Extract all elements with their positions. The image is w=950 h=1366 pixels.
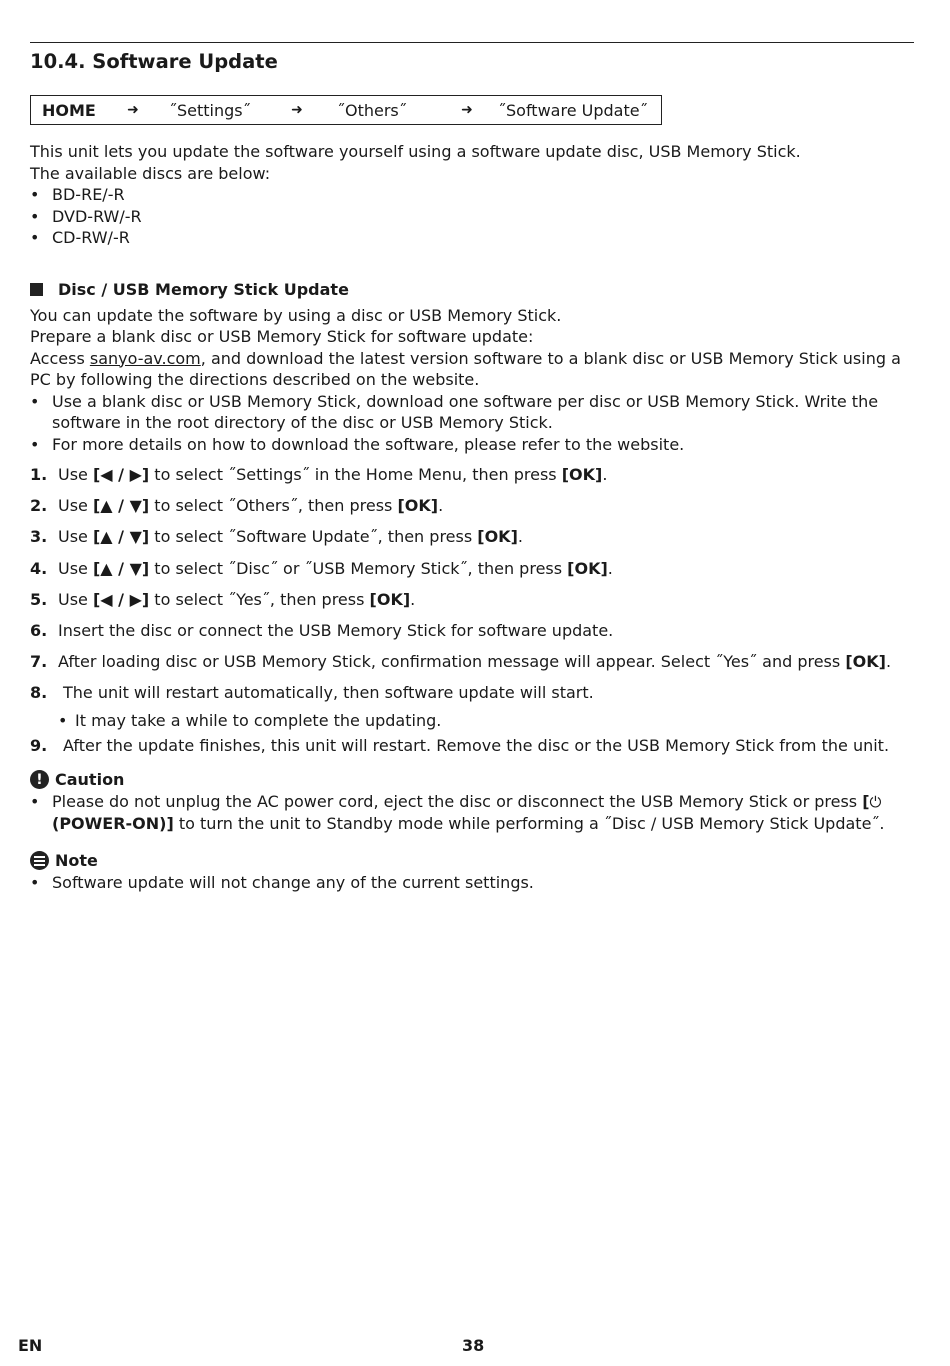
key-label: [OK] (561, 465, 603, 484)
step-number: 7. (30, 652, 48, 672)
key-label: [OK] (369, 589, 411, 609)
step-number: 3. (30, 527, 48, 547)
disc-list (30, 184, 914, 249)
step-text: Use [◀ / ▶] to select ˝Yes˝, then press [OK]. (58, 589, 416, 609)
step-item (30, 589, 914, 611)
intro-line-2: The available discs are below: (30, 163, 271, 183)
step-number: 4. (30, 558, 48, 578)
bullet: • (58, 710, 68, 730)
step-sub-note (58, 710, 914, 732)
caution-title: Caution (55, 770, 125, 790)
key-label: [OK] (397, 496, 439, 516)
step-text: Use [▲ / ▼] to select ˝Software Update˝, then press [OK]. (58, 527, 523, 547)
arrow-right-icon: ➜ (127, 102, 139, 118)
list-item: • For more details on how to download the software, please refer to the website. (30, 434, 914, 456)
sub-note-text: It may take a while to complete the updating. (75, 710, 442, 730)
paragraph: You can update the software by using a disc or USB Memory Stick. (30, 305, 562, 325)
step-text: After the update finishes, this unit will restart. Remove the disc or the USB Memory Stick from the unit. (63, 736, 890, 756)
page-number: 38 (462, 1336, 485, 1355)
paragraph (30, 348, 914, 391)
step-item (30, 464, 914, 486)
step-item (30, 620, 914, 642)
key-label: [OK] (477, 527, 518, 547)
key-label: [◀ / ▶] (92, 465, 150, 484)
list-item: • Use a blank disc or USB Memory Stick, download one software per disc or USB Memory Stick. Write the software in the root directory of the disc or USB Memory Stick. (30, 391, 914, 434)
list-item: • Software update will not change any of the current settings. (30, 872, 914, 894)
caution-list (30, 791, 914, 835)
key-label: [OK] (845, 652, 886, 672)
step-item (30, 558, 914, 580)
key-label: [▲ / ▼] (92, 496, 150, 516)
menu-path-software-update: ˝Software Update˝ (498, 100, 648, 120)
menu-path-others: ˝Others˝ (337, 100, 407, 120)
list-item: • DVD-RW/-R (30, 206, 914, 228)
text: , and download the latest version software to a blank disc or USB Memory Stick using a PC by following the directions described on the website. (30, 348, 901, 389)
caution-block (30, 769, 914, 835)
step-text: The unit will restart automatically, then software update will start. (63, 683, 594, 703)
subsection-body (30, 305, 914, 456)
menu-path-home: HOME (42, 100, 96, 120)
note-icon (30, 851, 49, 870)
list-item: • CD-RW/-R (30, 227, 914, 249)
step-item (30, 495, 914, 517)
intro-line-1: This unit lets you update the software yourself using a software update disc, USB Memory Stick. (30, 142, 801, 161)
key-label: [◀ / ▶] (92, 589, 150, 609)
step-item (30, 651, 914, 673)
list-item: • Please do not unplug the AC power cord, eject the disc or disconnect the USB Memory Stick or press [⏻ (POWER-ON)] to turn the unit to Standby mode while performing a ˝Disc / USB Memory Stick Update˝. (30, 791, 914, 835)
step-item (30, 526, 914, 548)
paragraph: Prepare a blank disc or USB Memory Stick for software update: (30, 327, 534, 346)
text: Access (30, 348, 90, 368)
step-text: After loading disc or USB Memory Stick, confirmation message will appear. Select ˝Yes˝ and press [OK]. (58, 652, 892, 672)
step-text: Use [◀ / ▶] to select ˝Settings˝ in the Home Menu, then press [OK]. (58, 465, 608, 484)
language-label: EN (18, 1336, 43, 1355)
list-item: • BD-RE/-R (30, 184, 914, 206)
key-label: [OK] (567, 558, 608, 578)
power-icon: ⏻ (869, 792, 882, 811)
square-bullet-icon (30, 283, 43, 296)
website-link[interactable]: sanyo-av.com (89, 348, 201, 368)
menu-path (30, 95, 662, 125)
step-text: Insert the disc or connect the USB Memory Stick for software update. (58, 620, 614, 640)
step-number: 6. (30, 620, 48, 640)
exclamation-icon: ! (30, 770, 49, 789)
page-content (30, 42, 914, 893)
info-bullets (30, 391, 914, 456)
step-item (30, 735, 914, 757)
note-list (30, 872, 914, 894)
arrow-right-icon: ➜ (291, 102, 303, 118)
arrow-right-icon: ➜ (461, 102, 473, 118)
step-number: 5. (30, 589, 48, 609)
key-label: [▲ / ▼] (92, 527, 150, 547)
step-text: Use [▲ / ▼] to select ˝Disc˝ or ˝USB Memory Stick˝, then press [OK]. (58, 558, 613, 578)
intro (30, 141, 914, 249)
note-block (30, 850, 914, 894)
note-heading (30, 850, 914, 872)
key-label: [▲ / ▼] (92, 558, 150, 578)
menu-path-settings: ˝Settings˝ (169, 100, 251, 120)
subsection-title: Disc / USB Memory Stick Update (58, 280, 349, 299)
top-rule (30, 42, 914, 43)
steps-list (30, 464, 914, 704)
step-item (30, 682, 914, 704)
step-text: Use [▲ / ▼] to select ˝Others˝, then press [OK]. (58, 496, 444, 516)
step-number: 9. (30, 736, 48, 756)
note-title: Note (55, 851, 98, 871)
steps-list-continued (30, 735, 914, 757)
subsection-heading (30, 279, 914, 301)
caution-heading (30, 769, 914, 791)
step-number: 1. (30, 465, 48, 484)
step-number: 2. (30, 496, 48, 516)
key-label: (POWER-ON)] (52, 814, 174, 834)
step-number: 8. (30, 683, 48, 703)
section-title: 10.4. Software Update (30, 50, 278, 73)
